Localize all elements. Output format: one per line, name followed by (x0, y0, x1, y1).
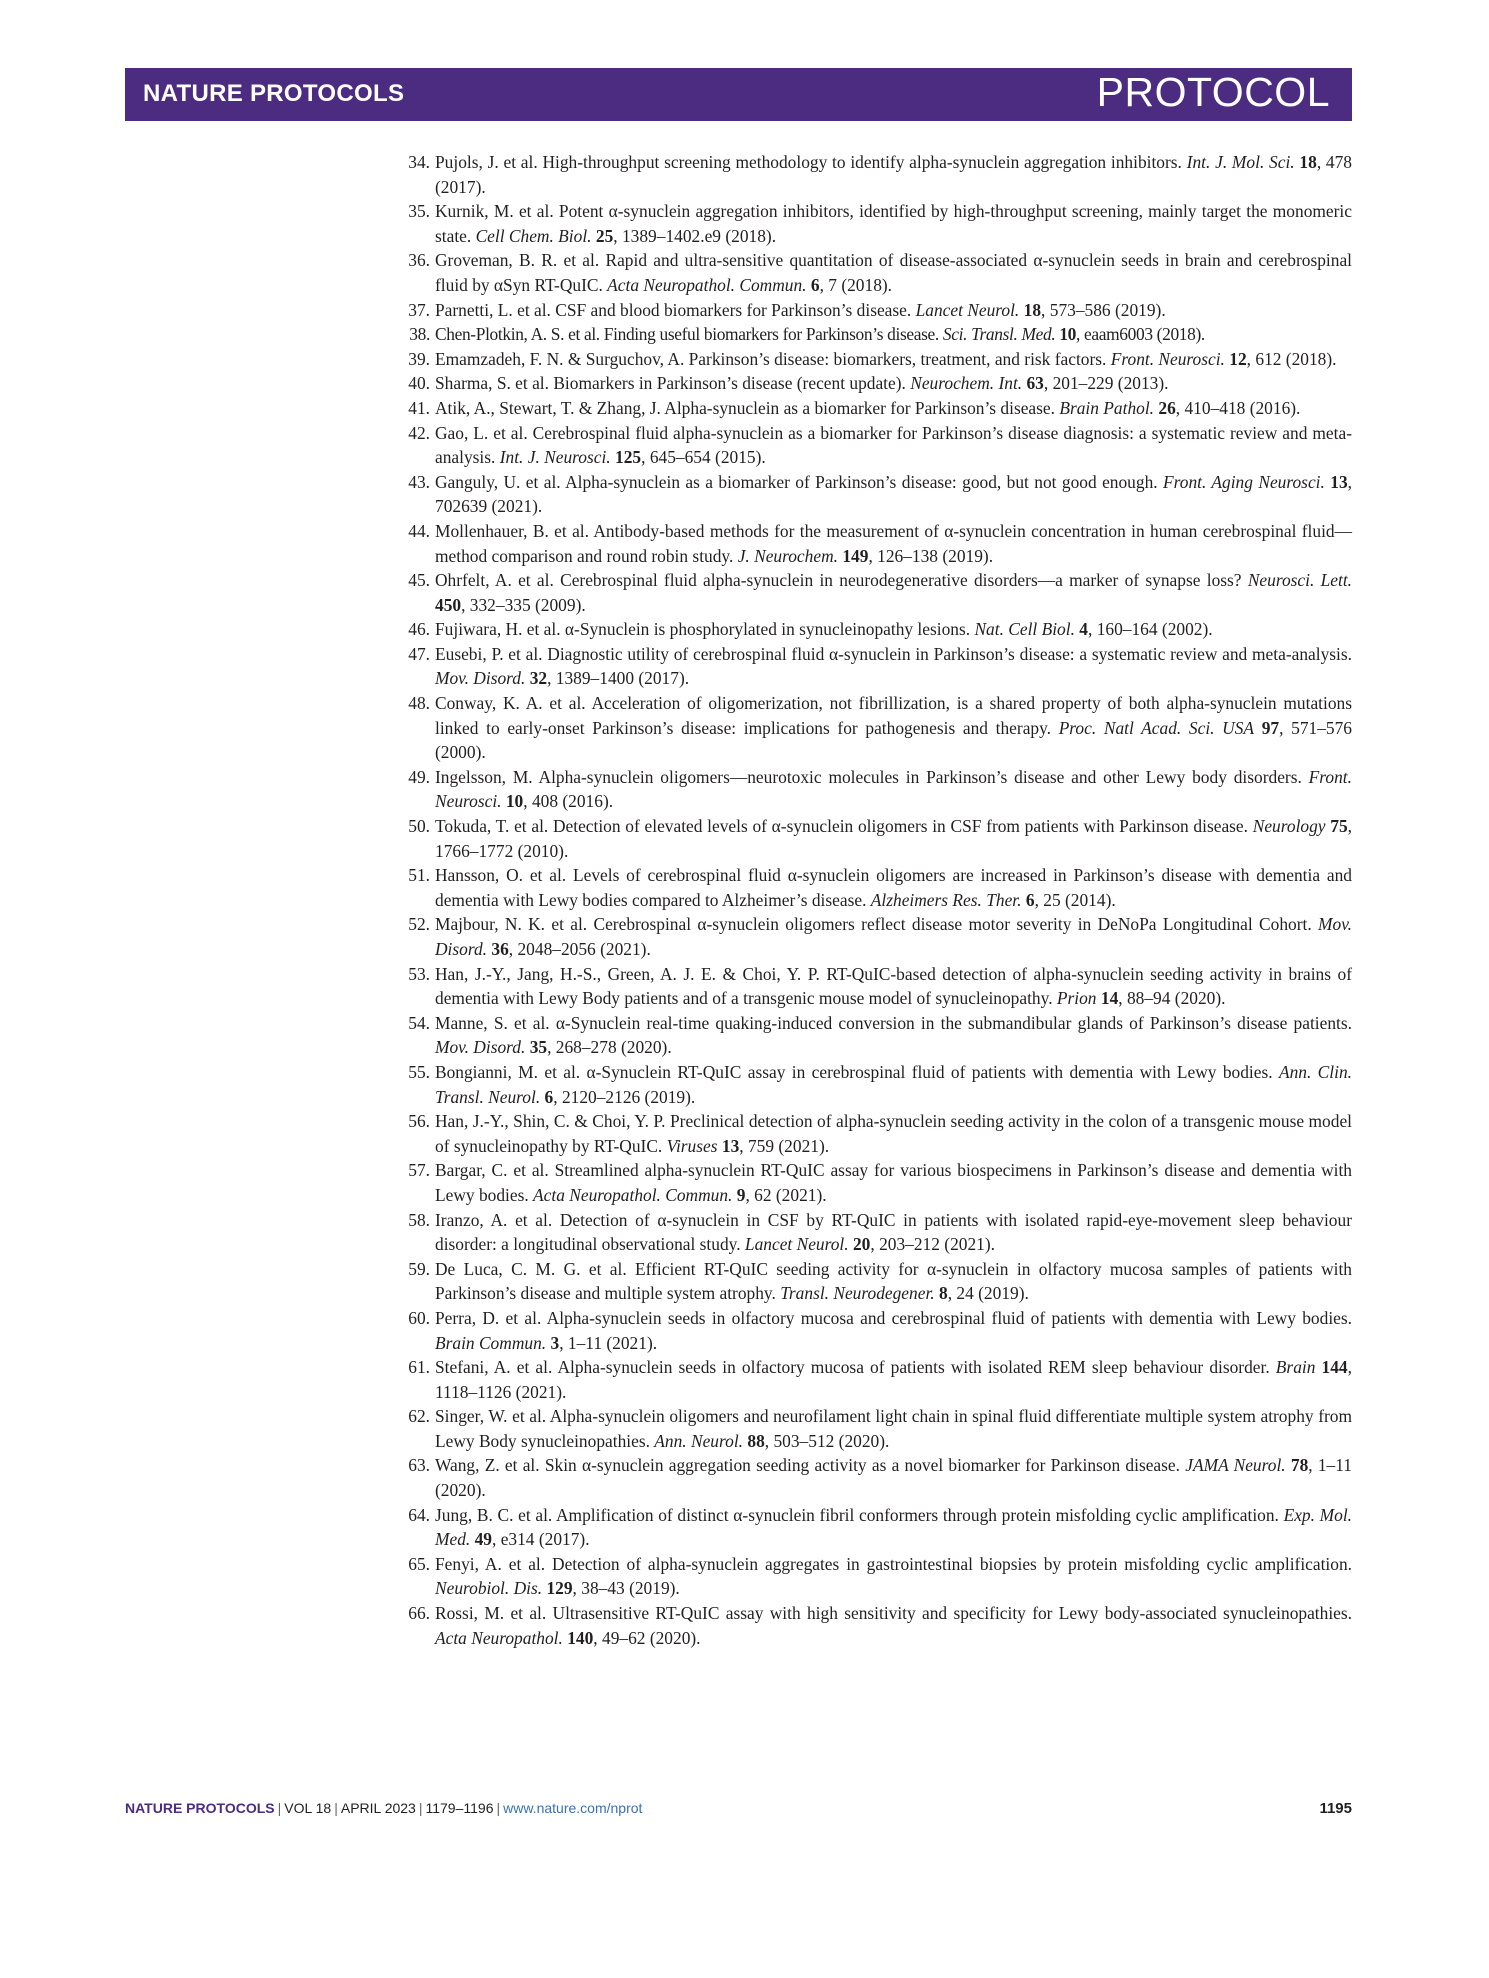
reference-text: Han, J.-Y., Jang, H.-S., Green, A. J. E. & Choi, Y. P. RT-QuIC-based detection of alpha-synuclein seeding activity in brains of dementia with Lewy Body patients and of a transgenic mouse model of synucleinopathy. Prion 14, 88–94 (2020). (435, 963, 1352, 1009)
reference-item (400, 371, 1352, 396)
reference-item (400, 1552, 1352, 1601)
reference-number: 35. (408, 201, 430, 222)
reference-text: Atik, A., Stewart, T. & Zhang, J. Alpha-synuclein as a biomarker for Parkinson’s disease. Brain Pathol. 26, 410–418 (2016). (435, 397, 1301, 418)
reference-number: 52. (408, 914, 430, 935)
reference-text: Perra, D. et al. Alpha-synuclein seeds in olfactory mucosa and cerebrospinal fluid of patients with dementia with Lewy bodies. Brain Commun. 3, 1–11 (2021). (435, 1307, 1352, 1353)
reference-number: 39. (408, 348, 430, 369)
reference-item (400, 298, 1352, 323)
reference-number: 58. (408, 1209, 430, 1230)
reference-text: Bargar, C. et al. Streamlined alpha-synuclein RT-QuIC assay for various biospecimens in Parkinson’s disease and dementia with Lewy bodies. Acta Neuropathol. Commun. 9, 62 (2021). (435, 1160, 1352, 1205)
reference-item (400, 199, 1352, 248)
reference-item (400, 1601, 1352, 1650)
reference-number: 55. (408, 1061, 430, 1082)
reference-text: Fenyi, A. et al. Detection of alpha-synuclein aggregates in gastrointestinal biopsies by protein misfolding cyclic amplification. Neurobiol. Dis. 129, 38–43 (2019). (435, 1553, 1352, 1599)
reference-number: 49. (408, 766, 430, 787)
reference-text: Bongianni, M. et al. α-Synuclein RT-QuIC assay in cerebrospinal fluid of patients with dementia with Lewy bodies. Ann. Clin. Transl. Neurol. 6, 2120–2126 (2019). (435, 1061, 1352, 1107)
reference-text: Conway, K. A. et al. Acceleration of oligomerization, not fibrillization, is a shared property of both alpha-synuclein mutations linked to early-onset Parkinson’s disease: implications for pathogenesis and therapy. Proc. Natl Acad. Sci. USA 97, 571–576 (2000). (435, 693, 1353, 763)
reference-item (400, 642, 1352, 691)
reference-number: 38. (409, 324, 430, 345)
reference-item (400, 568, 1352, 617)
reference-number: 41. (408, 397, 430, 418)
reference-item (400, 1208, 1352, 1257)
reference-text: Wang, Z. et al. Skin α-synuclein aggregation seeding activity as a novel biomarker for Parkinson disease. JAMA Neurol. 78, 1–11 (2020). (435, 1455, 1352, 1501)
reference-text: Majbour, N. K. et al. Cerebrospinal α-synuclein oligomers reflect disease motor severity in DeNoPa Longitudinal Cohort. Mov. Disord. 36, 2048–2056 (2021). (435, 914, 1352, 959)
reference-text: Kurnik, M. et al. Potent α-synuclein aggregation inhibitors, identified by high-throughput screening, mainly target the monomeric state. Cell Chem. Biol. 25, 1389–1402.e9 (2018). (435, 201, 1352, 246)
reference-item (400, 912, 1352, 961)
footer-volume: VOL 18 (284, 1800, 332, 1816)
reference-text: De Luca, C. M. G. et al. Efficient RT-QuIC seeding activity for α-synuclein in olfactory mucosa samples of patients with Parkinson’s disease and multiple system atrophy. Transl. Neurodegener. 8, 24 (2019). (435, 1258, 1352, 1304)
reference-item (400, 617, 1352, 642)
reference-text: Stefani, A. et al. Alpha-synuclein seeds in olfactory mucosa of patients with isolated REM sleep behaviour disorder. Brain 144, 1118–1126 (2021). (435, 1357, 1352, 1402)
reference-item (400, 396, 1352, 421)
reference-text: Iranzo, A. et al. Detection of α-synuclein in CSF by RT-QuIC in patients with isolated rapid-eye-movement sleep behaviour disorder: a longitudinal observational study. Lancet Neurol. 20, 203–212 (2021). (435, 1209, 1352, 1255)
reference-text: Emamzadeh, F. N. & Surguchov, A. Parkinson’s disease: biomarkers, treatment, and risk factors. Front. Neurosci. 12, 612 (2018). (435, 348, 1337, 369)
reference-item (400, 150, 1352, 199)
reference-text: Singer, W. et al. Alpha-synuclein oligomers and neurofilament light chain in spinal fluid differentiate multiple system atrophy from Lewy Body synucleinopathies. Ann. Neurol. 88, 503–512 (2020). (435, 1406, 1352, 1451)
reference-text: Ohrfelt, A. et al. Cerebrospinal fluid alpha-synuclein in neurodegenerative disorders—a marker of synapse loss? Neurosci. Lett. 450, 332–335 (2009). (435, 570, 1352, 615)
reference-text: Jung, B. C. et al. Amplification of distinct α-synuclein fibril conformers through protein misfolding cyclic amplification. Exp. Mol. Med. 49, e314 (2017). (435, 1504, 1353, 1550)
reference-number: 43. (408, 471, 430, 492)
reference-text: Sharma, S. et al. Biomarkers in Parkinson’s disease (recent update). Neurochem. Int. 63, 201–229 (2013). (435, 373, 1169, 394)
reference-item (400, 248, 1352, 297)
reference-item (400, 421, 1352, 470)
reference-item (400, 1060, 1352, 1109)
reference-item (400, 1453, 1352, 1502)
reference-number: 37. (408, 299, 430, 320)
reference-item (400, 470, 1352, 519)
reference-item (400, 814, 1352, 863)
reference-number: 44. (408, 520, 430, 541)
reference-number: 36. (408, 250, 430, 271)
reference-number: 65. (408, 1553, 430, 1574)
reference-number: 51. (408, 865, 430, 886)
reference-item (400, 765, 1352, 814)
reference-item (400, 1355, 1352, 1404)
reference-text: Manne, S. et al. α-Synuclein real-time quaking-induced conversion in the submandibular glands of Parkinson’s disease patients. Mov. Disord. 35, 268–278 (2020). (435, 1012, 1352, 1058)
reference-number: 61. (408, 1357, 430, 1378)
reference-item (400, 863, 1352, 912)
reference-number: 62. (408, 1406, 430, 1427)
reference-text: Pujols, J. et al. High-throughput screening methodology to identify alpha-synuclein aggregation inhibitors. Int. J. Mol. Sci. 18, 478 (2017). (435, 152, 1353, 197)
reference-text: Tokuda, T. et al. Detection of elevated levels of α-synuclein oligomers in CSF from patients with Parkinson disease. Neurology 75, 1766–1772 (2010). (435, 816, 1352, 861)
reference-text: Chen-Plotkin, A. S. et al. Finding useful biomarkers for Parkinson’s disease. Sci. Transl. Med. 10, eaam6003 (2018). (435, 324, 1205, 345)
footer-url-link[interactable]: www.nature.com/nprot (503, 1800, 643, 1816)
reference-number: 64. (408, 1504, 430, 1525)
reference-number: 54. (408, 1012, 430, 1033)
reference-text: Parnetti, L. et al. CSF and blood biomarkers for Parkinson’s disease. Lancet Neurol. 18, 573–586 (2019). (435, 299, 1166, 320)
reference-number: 66. (408, 1603, 430, 1624)
page-number: 1195 (1319, 1800, 1352, 1817)
reference-text: Mollenhauer, B. et al. Antibody-based methods for the measurement of α-synuclein concentration in human cerebrospinal fluid—method comparison and round robin study. J. Neurochem. 149, 126–138 (2019). (435, 520, 1352, 566)
footer-date: APRIL 2023 (340, 1800, 416, 1816)
reference-text: Rossi, M. et al. Ultrasensitive RT-QuIC assay with high sensitivity and specificity for Lewy body-associated synucleinopathies. Acta Neuropathol. 140, 49–62 (2020). (435, 1603, 1352, 1648)
reference-text: Ingelsson, M. Alpha-synuclein oligomers—neurotoxic molecules in Parkinson’s disease and other Lewy body disorders. Front. Neurosci. 10, 408 (2016). (435, 766, 1352, 812)
reference-number: 57. (408, 1160, 430, 1181)
reference-number: 47. (408, 643, 430, 664)
footer-citation: NATURE PROTOCOLS | VOL 18 | APRIL 2023 | 1179–1196 | www.nature.com/nprot (125, 1800, 643, 1816)
reference-text: Hansson, O. et al. Levels of cerebrospinal fluid α-synuclein oligomers are increased in Parkinson’s disease with dementia and dementia with Lewy bodies compared to Alzheimer’s disease. Alzheimers Res. Ther. 6, 25 (2014). (435, 865, 1352, 910)
reference-number: 56. (408, 1111, 430, 1132)
footer-journal-name: NATURE PROTOCOLS (125, 1800, 275, 1816)
reference-number: 42. (408, 422, 430, 443)
reference-item (400, 519, 1352, 568)
reference-text: Fujiwara, H. et al. α-Synuclein is phosphorylated in synucleinopathy lesions. Nat. Cell Biol. 4, 160–164 (2002). (435, 619, 1213, 640)
reference-item (400, 1158, 1352, 1207)
reference-text: Han, J.-Y., Shin, C. & Choi, Y. P. Preclinical detection of alpha-synuclein seeding activity in the colon of a transgenic mouse model of synucleinopathy by RT-QuIC. Viruses 13, 759 (2021). (435, 1111, 1352, 1156)
footer-pages: 1179–1196 (425, 1800, 494, 1816)
reference-list (400, 150, 1352, 1650)
reference-text: Groveman, B. R. et al. Rapid and ultra-sensitive quantitation of disease-associated α-synuclein seeds in brain and cerebrospinal fluid by αSyn RT-QuIC. Acta Neuropathol. Commun. 6, 7 (2018). (435, 250, 1352, 295)
journal-header-bar (125, 68, 1352, 121)
reference-item (400, 1257, 1352, 1306)
reference-number: 46. (408, 619, 430, 640)
reference-text: Gao, L. et al. Cerebrospinal fluid alpha-synuclein as a biomarker for Parkinson’s disease diagnosis: a systematic review and meta-analysis. Int. J. Neurosci. 125, 645–654 (2015). (435, 422, 1352, 468)
reference-item (400, 962, 1352, 1011)
reference-text: Ganguly, U. et al. Alpha-synuclein as a biomarker of Parkinson’s disease: good, but not good enough. Front. Aging Neurosci. 13, 702639 (2021). (435, 471, 1352, 517)
reference-number: 50. (408, 816, 430, 837)
article-type-label: PROTOCOL (1096, 69, 1330, 115)
reference-number: 53. (408, 963, 430, 984)
reference-number: 34. (408, 152, 430, 172)
reference-item (400, 1306, 1352, 1355)
reference-number: 48. (408, 693, 430, 714)
reference-item (400, 691, 1352, 765)
reference-number: 63. (408, 1455, 430, 1476)
reference-number: 59. (408, 1258, 430, 1279)
reference-number: 40. (408, 373, 430, 394)
reference-number: 60. (408, 1307, 430, 1328)
reference-item (400, 1011, 1352, 1060)
journal-name: NATURE PROTOCOLS (143, 80, 405, 107)
reference-item (400, 1404, 1352, 1453)
reference-text: Eusebi, P. et al. Diagnostic utility of cerebrospinal fluid α-synuclein in Parkinson’s disease: a systematic review and meta-analysis. Mov. Disord. 32, 1389–1400 (2017). (435, 643, 1352, 689)
reference-item (400, 347, 1352, 372)
reference-item (400, 1109, 1352, 1158)
reference-item (400, 1503, 1352, 1552)
reference-number: 45. (408, 570, 430, 591)
page-footer (125, 1800, 1352, 1824)
reference-item (400, 322, 1352, 347)
